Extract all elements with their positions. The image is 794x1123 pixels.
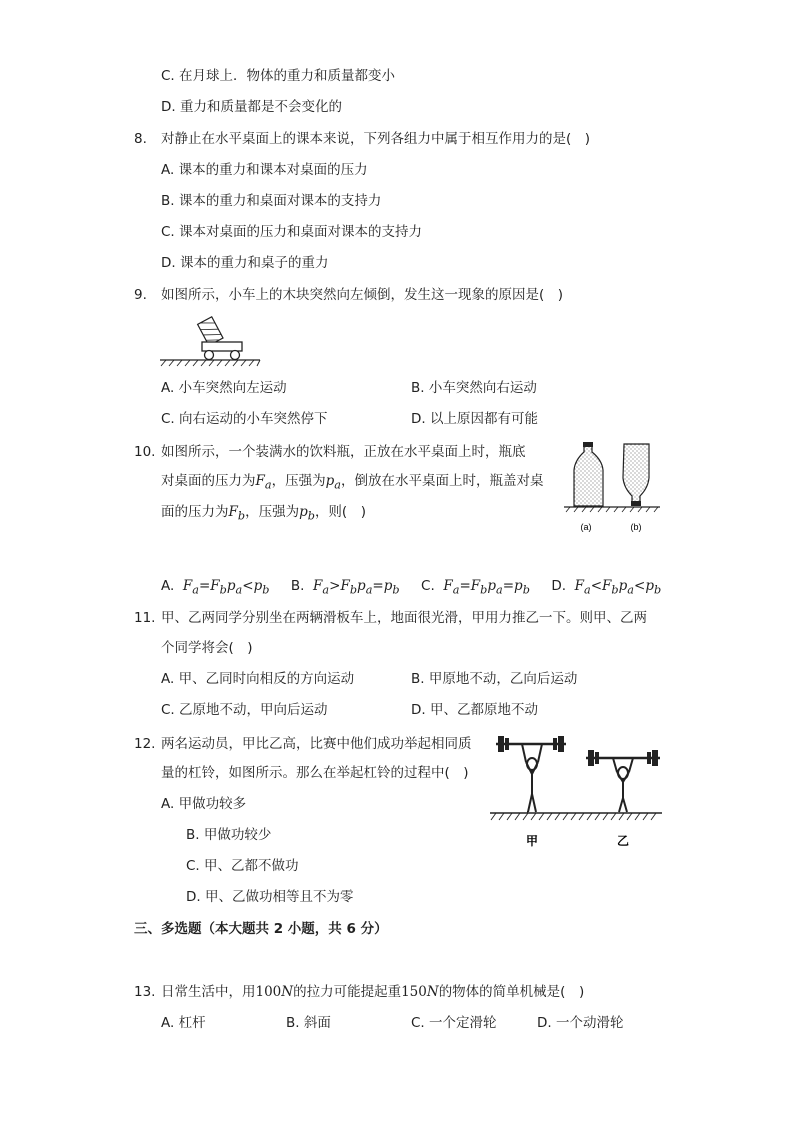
q12-option-c: C. 甲、乙都不做功	[186, 858, 299, 874]
unit-newton: N	[281, 984, 294, 1000]
q11-line1: 甲、乙两同学分别坐在两辆滑板车上，地面很光滑，甲用力推乙一下。则甲、乙两	[161, 610, 647, 626]
q10-number: 10.	[134, 444, 156, 460]
fig-label-b: (b)	[630, 522, 642, 532]
q8-option-b: B. 课本的重力和桌面对课本的支持力	[161, 193, 382, 209]
q10-line3	[161, 503, 366, 526]
cart-block-figure	[160, 312, 265, 372]
q12-line1: 两名运动员，甲比乙高，比赛中他们成功举起相同质	[161, 736, 472, 752]
q13-option-d: D. 一个动滑轮	[537, 1015, 624, 1031]
q13-number: 13.	[134, 984, 156, 1000]
q9-option-b: B. 小车突然向右运动	[411, 380, 537, 396]
q7-option-d: D. 重力和质量都是不会变化的	[161, 99, 342, 115]
bottles-figure	[562, 440, 662, 538]
q9-number: 9.	[134, 287, 147, 303]
force-a	[255, 473, 272, 492]
pressure-symbol: p	[325, 473, 335, 489]
pressure-a	[325, 473, 341, 492]
q13-text: 的物体的简单机械是( )	[438, 984, 585, 1000]
q13-option-b: B. 斜面	[286, 1015, 331, 1031]
unit-newton: N	[426, 984, 439, 1000]
pressure-b	[299, 504, 315, 523]
weight-value: 150	[401, 984, 427, 1000]
q9-option-a: A. 小车突然向左运动	[161, 380, 287, 396]
q13-option-c: C. 一个定滑轮	[411, 1015, 497, 1031]
q13-text: 的拉力可能提起重	[293, 984, 402, 1000]
q12-number: 12.	[134, 736, 156, 752]
q12-option-a: A. 甲做功较多	[161, 796, 247, 812]
q10-text: 对桌面的压力为	[161, 473, 256, 489]
option-label: C.	[421, 578, 435, 594]
q11-number: 11.	[134, 610, 156, 626]
q10-options	[161, 577, 661, 600]
q9-stem: 如图所示，小车上的木块突然向左倾倒，发生这一现象的原因是( )	[161, 287, 564, 303]
q10-option-b: B. $F_a>F_bp_a=p_b$	[290, 578, 400, 597]
q13-option-a: A. 杠杆	[161, 1015, 206, 1031]
q11-line2: 个同学将会( )	[161, 640, 253, 656]
q10-text: 面的压力为	[161, 504, 229, 520]
subscript-b: b	[307, 509, 315, 523]
fig-label-yi: 乙	[616, 834, 630, 848]
q12-option-b: B. 甲做功较少	[186, 827, 272, 843]
q13-text: 日常生活中，用	[161, 984, 256, 1000]
subscript-a: a	[264, 478, 272, 492]
subscript-b: b	[237, 509, 246, 523]
section-heading: 三、多选题（本大题共 2 小题，共 6 分）	[134, 921, 388, 937]
q12-line2: 量的杠铃，如图所示。那么在举起杠铃的过程中( )	[161, 765, 469, 781]
option-label: D.	[551, 578, 567, 594]
weightlifters-figure	[488, 732, 664, 854]
q9-option-c: C. 向右运动的小车突然停下	[161, 411, 328, 427]
q10-text: ，压强为	[245, 504, 300, 520]
q10-option-c: C. $F_a=F_bp_a=p_b$	[421, 578, 530, 597]
q8-stem: 对静止在水平桌面上的课本来说，下列各组力中属于相互作用力的是( )	[161, 131, 591, 147]
option-label: B.	[290, 578, 305, 594]
subscript-a: a	[334, 478, 341, 492]
q11-option-d: D. 甲、乙都原地不动	[411, 702, 538, 718]
force-symbol: F	[255, 473, 265, 489]
q10-text: ，倒放在水平桌面上时，瓶盖对桌	[340, 473, 544, 489]
q7-option-c: C. 在月球上．物体的重力和质量都变小	[161, 68, 396, 84]
fig-label-jia: 甲	[525, 834, 539, 848]
q8-option-c: C. 课本对桌面的压力和桌面对课本的支持力	[161, 224, 423, 240]
q10-text: ，压强为	[271, 473, 326, 489]
q10-text: ，则( )	[314, 504, 366, 520]
force-b	[228, 504, 246, 523]
force-symbol: F	[228, 504, 238, 520]
q10-option-d: D. $F_a<F_bp_a<p_b$	[551, 578, 662, 597]
q11-option-b: B. 甲原地不动，乙向后运动	[411, 671, 578, 687]
q11-option-a: A. 甲、乙同时向相反的方向运动	[161, 671, 355, 687]
fig-label-a: (a)	[580, 522, 592, 532]
q10-line1: 如图所示，一个装满水的饮料瓶，正放在水平桌面上时，瓶底	[161, 444, 526, 460]
q10-option-a: A. $F_a=F_bp_a<p_b$	[161, 578, 270, 597]
q11-option-c: C. 乙原地不动，甲向后运动	[161, 702, 328, 718]
option-label: A.	[161, 578, 175, 594]
q8-number: 8.	[134, 131, 147, 147]
q13-stem	[161, 983, 584, 1001]
q8-option-a: A. 课本的重力和课本对桌面的压力	[161, 162, 368, 178]
q8-option-d: D. 课本的重力和桌子的重力	[161, 255, 329, 271]
force-value: 100	[255, 984, 282, 1000]
q10-line2	[161, 472, 543, 495]
q9-option-d: D. 以上原因都有可能	[411, 411, 538, 427]
pressure-symbol: p	[299, 504, 308, 520]
q12-option-d: D. 甲、乙做功相等且不为零	[186, 889, 354, 905]
